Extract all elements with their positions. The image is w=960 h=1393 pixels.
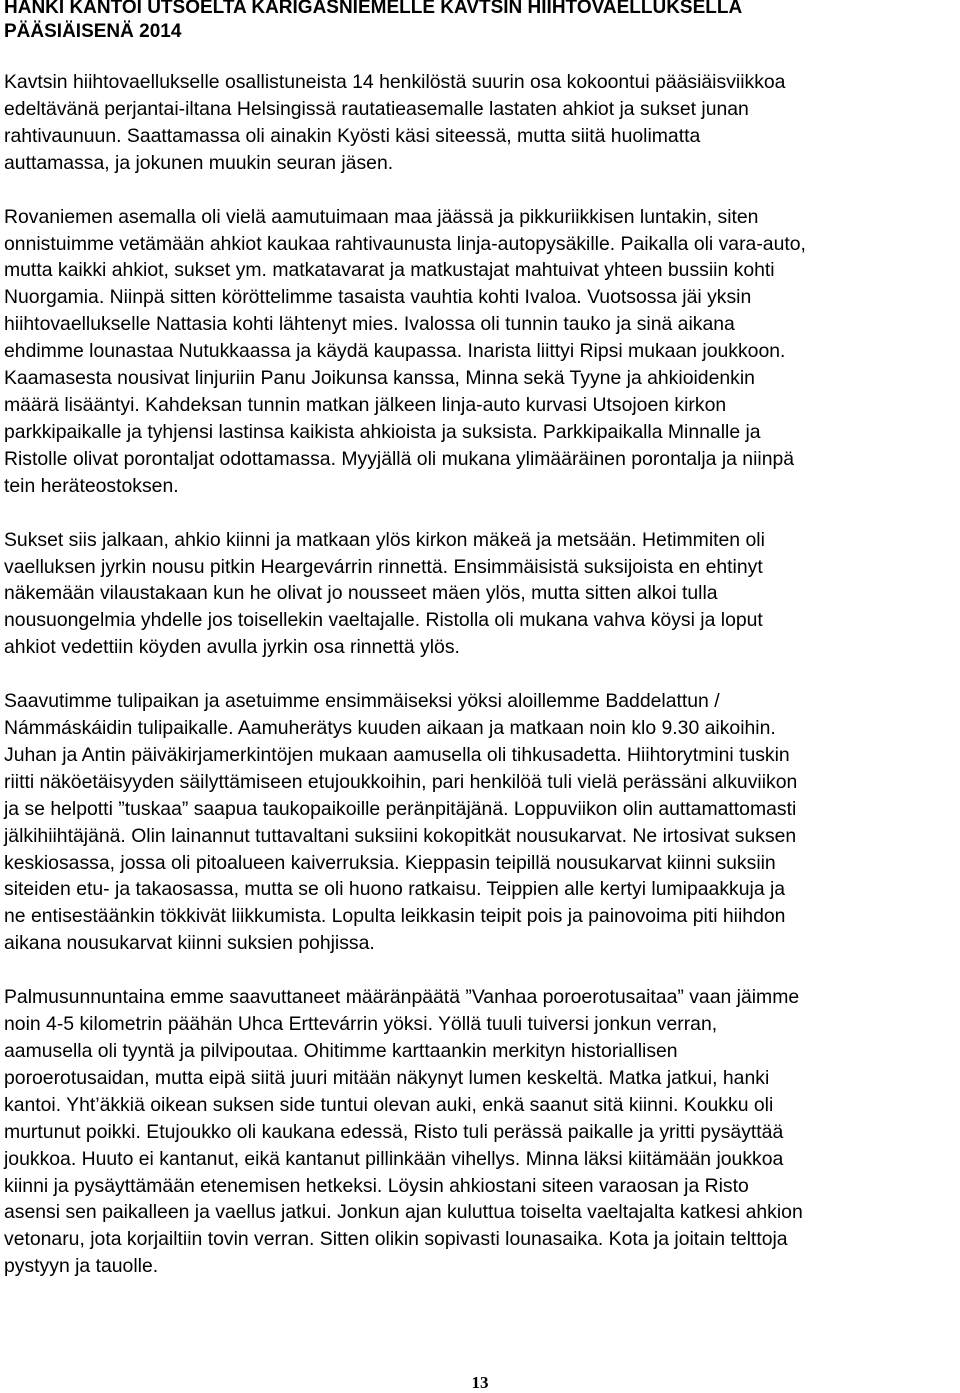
text-line: vetonaru, jota korjailtiin tovin verran. Sitten olikin sopivasti lounasaika. Kota ja joitain telttoja xyxy=(4,1228,788,1251)
text-line: Juhan ja Antin päiväkirjamerkintöjen mukaan aamusella oli tihkusadetta. Hiihtorytmini tuskin xyxy=(4,743,790,766)
text-line: Kavtsin hiihtovaellukselle osallistuneista 14 henkilöstä suurin osa kokoontui pääsiäisviikkoa xyxy=(4,71,786,93)
text-line: rahtivaunuun. Saattamassa oli ainakin Kyösti käsi siteessä, mutta siitä huolimatta xyxy=(4,124,701,147)
text-line: keskiosassa, jossa oli pitoalueen kaiverruksia. Kieppasin teipillä nousukarvat kiinni suksiin xyxy=(4,851,776,874)
text-line: ahkiot vedettiin köyden avulla jyrkin osa rinnettä ylös. xyxy=(4,636,460,659)
text-line: Námmáskáidin tulipaikalle. Aamuherätys kuuden aikaan ja matkaan noin klo 9.30 aikoihin. xyxy=(4,717,776,740)
text-line: mutta kaikki ahkiot, sukset ym. matkatavarat ja matkustajat mahtuivat yhteen bussiin kohti xyxy=(4,259,775,282)
document-page xyxy=(4,0,958,1280)
paragraph-departure xyxy=(4,69,958,177)
text-line: Kaamasesta nousivat linjuriin Panu Joikunsa kanssa, Minna sekä Tyyne ja ahkioidenkin xyxy=(4,367,755,390)
text-line: Palmusunnuntaina emme saavuttaneet määränpäätä ”Vanhaa poroerotusaitaa” vaan jäimme xyxy=(4,986,800,1009)
text-line: määrä lisääntyi. Kahdeksan tunnin matkan jälkeen linja-auto kurvasi Utsojoen kirkon xyxy=(4,393,727,416)
text-line: jälkihiihtäjänä. Olin lainannut tuttavaltani suksiini kokopitkät nousukarvat. Ne irtosivat suksen xyxy=(4,824,797,847)
document-title xyxy=(4,0,958,44)
text-line: hiihtovaellukselle Nattasia kohti lähtenyt mies. Ivalossa oli tunnin tauko ja sinä aikana xyxy=(4,313,735,336)
text-line: pystyyn ja tauolle. xyxy=(4,1255,159,1278)
text-line: siteiden etu- ja takaosassa, mutta se oli huono ratkaisu. Teippien alle kertyi lumipaakkuja ja xyxy=(4,878,786,901)
text-line: murtunut poikki. Etujoukko oli kaukana edessä, Risto tuli perässä paikalle ja yritti pysäyttää xyxy=(4,1120,784,1143)
title-line: PÄÄSIÄISENÄ 2014 xyxy=(4,21,182,42)
text-line: ne entisestäänkin tökkivät liikkumista. Lopulta leikkasin teipit pois ja painovoima piti hiihdon xyxy=(4,905,786,928)
text-line: riitti näköetäisyyden säilyttämiseen etujoukkoihin, pari henkilöä tuli vielä perässäni alkuviikon xyxy=(4,770,798,793)
text-line: Rovaniemen asemalla oli vielä aamutuimaan maa jäässä ja pikkuriikkisen luntakin, siten xyxy=(4,205,759,228)
text-line: ehdimme lounastaa Nutukkaassa ja käydä kaupassa. Inarista liittyi Ripsi mukaan joukkoon. xyxy=(4,340,786,363)
text-line: auttamassa, ja jokunen muukin seuran jäsen. xyxy=(4,151,394,174)
text-line: asensi sen paikalleen ja vaellus jatkui. Jonkun ajan kuluttua toiselta vaeltajalta katkesi ahkion xyxy=(4,1201,803,1224)
text-line: nousuongelmia yhdelle jos toisellekin vaeltajalle. Ristolla oli mukana vahva köysi ja loput xyxy=(4,609,763,632)
text-line: parkkipaikalle ja tyhjensi lastinsa kaikista ahkioista ja suksista. Parkkipaikalla Minnalle ja xyxy=(4,420,761,443)
text-line: ja se helpotti ”tuskaa” saapua taukopaikoille peränpitäjänä. Loppuviikon olin auttamattomasti xyxy=(4,797,797,820)
paragraph-first-climb xyxy=(4,527,958,662)
text-line: kantoi. Yht’äkkiä oikean suksen side tuntui olevan auki, enkä saanut sitä kiinni. Koukku oli xyxy=(4,1093,774,1116)
text-line: edeltävänä perjantai-iltana Helsingissä rautatieasemalle lastaten ahkiot ja sukset junan xyxy=(4,97,749,120)
text-line: poroerotusaidan, mutta eipä siitä juuri mitään näkynyt lumen keskeltä. Matka jatkui, hanki xyxy=(4,1066,770,1089)
text-line: Saavutimme tulipaikan ja asetuimme ensimmäiseksi yöksi aloillemme Baddelattun / xyxy=(4,690,720,713)
text-line: Ristolle olivat porontaljat odottamassa. Myyjällä oli mukana ylimääräinen porontalja ja niinpä xyxy=(4,447,795,470)
text-line: joukkoa. Huuto ei kantanut, eikä kantanut pillinkään vihellys. Minna läksi kiitämään joukkoa xyxy=(4,1147,784,1170)
page-number: 13 xyxy=(471,1373,489,1392)
text-line: kiinni ja pysäyttämään etenemisen hetkeksi. Löysin ahkiostani siteen varaosan ja Risto xyxy=(4,1174,749,1197)
paragraph-palm-sunday xyxy=(4,984,958,1280)
text-line: noin 4-5 kilometrin päähän Uhca Erttevárrin yöksi. Yöllä tuuli tuiversi jonkun verran, xyxy=(4,1013,718,1036)
text-line: Nuorgamia. Niinpä sitten köröttelimme tasaista vauhtia kohti Ivaloa. Vuotsossa jäi yksin xyxy=(4,286,752,309)
text-line: vaelluksen jyrkin nousu pitkin Heargevárrin rinnettä. Ensimmäisistä suksijoista en ehtinyt xyxy=(4,555,763,578)
text-line: onnistuimme vetämään ahkiot kaukaa rahtivaunusta linja-autopysäkille. Paikalla oli vara-auto, xyxy=(4,232,806,255)
text-line: näkemään vilaustakaan kun he olivat jo nousseet mäen ylös, mutta sitten alkoi tulla xyxy=(4,582,718,605)
text-line: aamusella oli tyyntä ja pilvipoutaa. Ohitimme karttaankin merkityn historiallisen xyxy=(4,1040,678,1062)
text-line: aikana nousukarvat kiinni suksien pohjissa. xyxy=(4,932,375,955)
paragraph-first-camp xyxy=(4,688,958,957)
text-line: tein heräteostoksen. xyxy=(4,474,179,497)
title-line: HANKI KANTOI UTSOELTA KARIGASNIEMELLE KAVTSIN HIIHTOVAELLUKSELLA xyxy=(4,0,743,18)
text-line: Sukset siis jalkaan, ahkio kiinni ja matkaan ylös kirkon mäkeä ja metsään. Hetimmiten oli xyxy=(4,528,765,551)
paragraph-bus-journey xyxy=(4,204,958,500)
